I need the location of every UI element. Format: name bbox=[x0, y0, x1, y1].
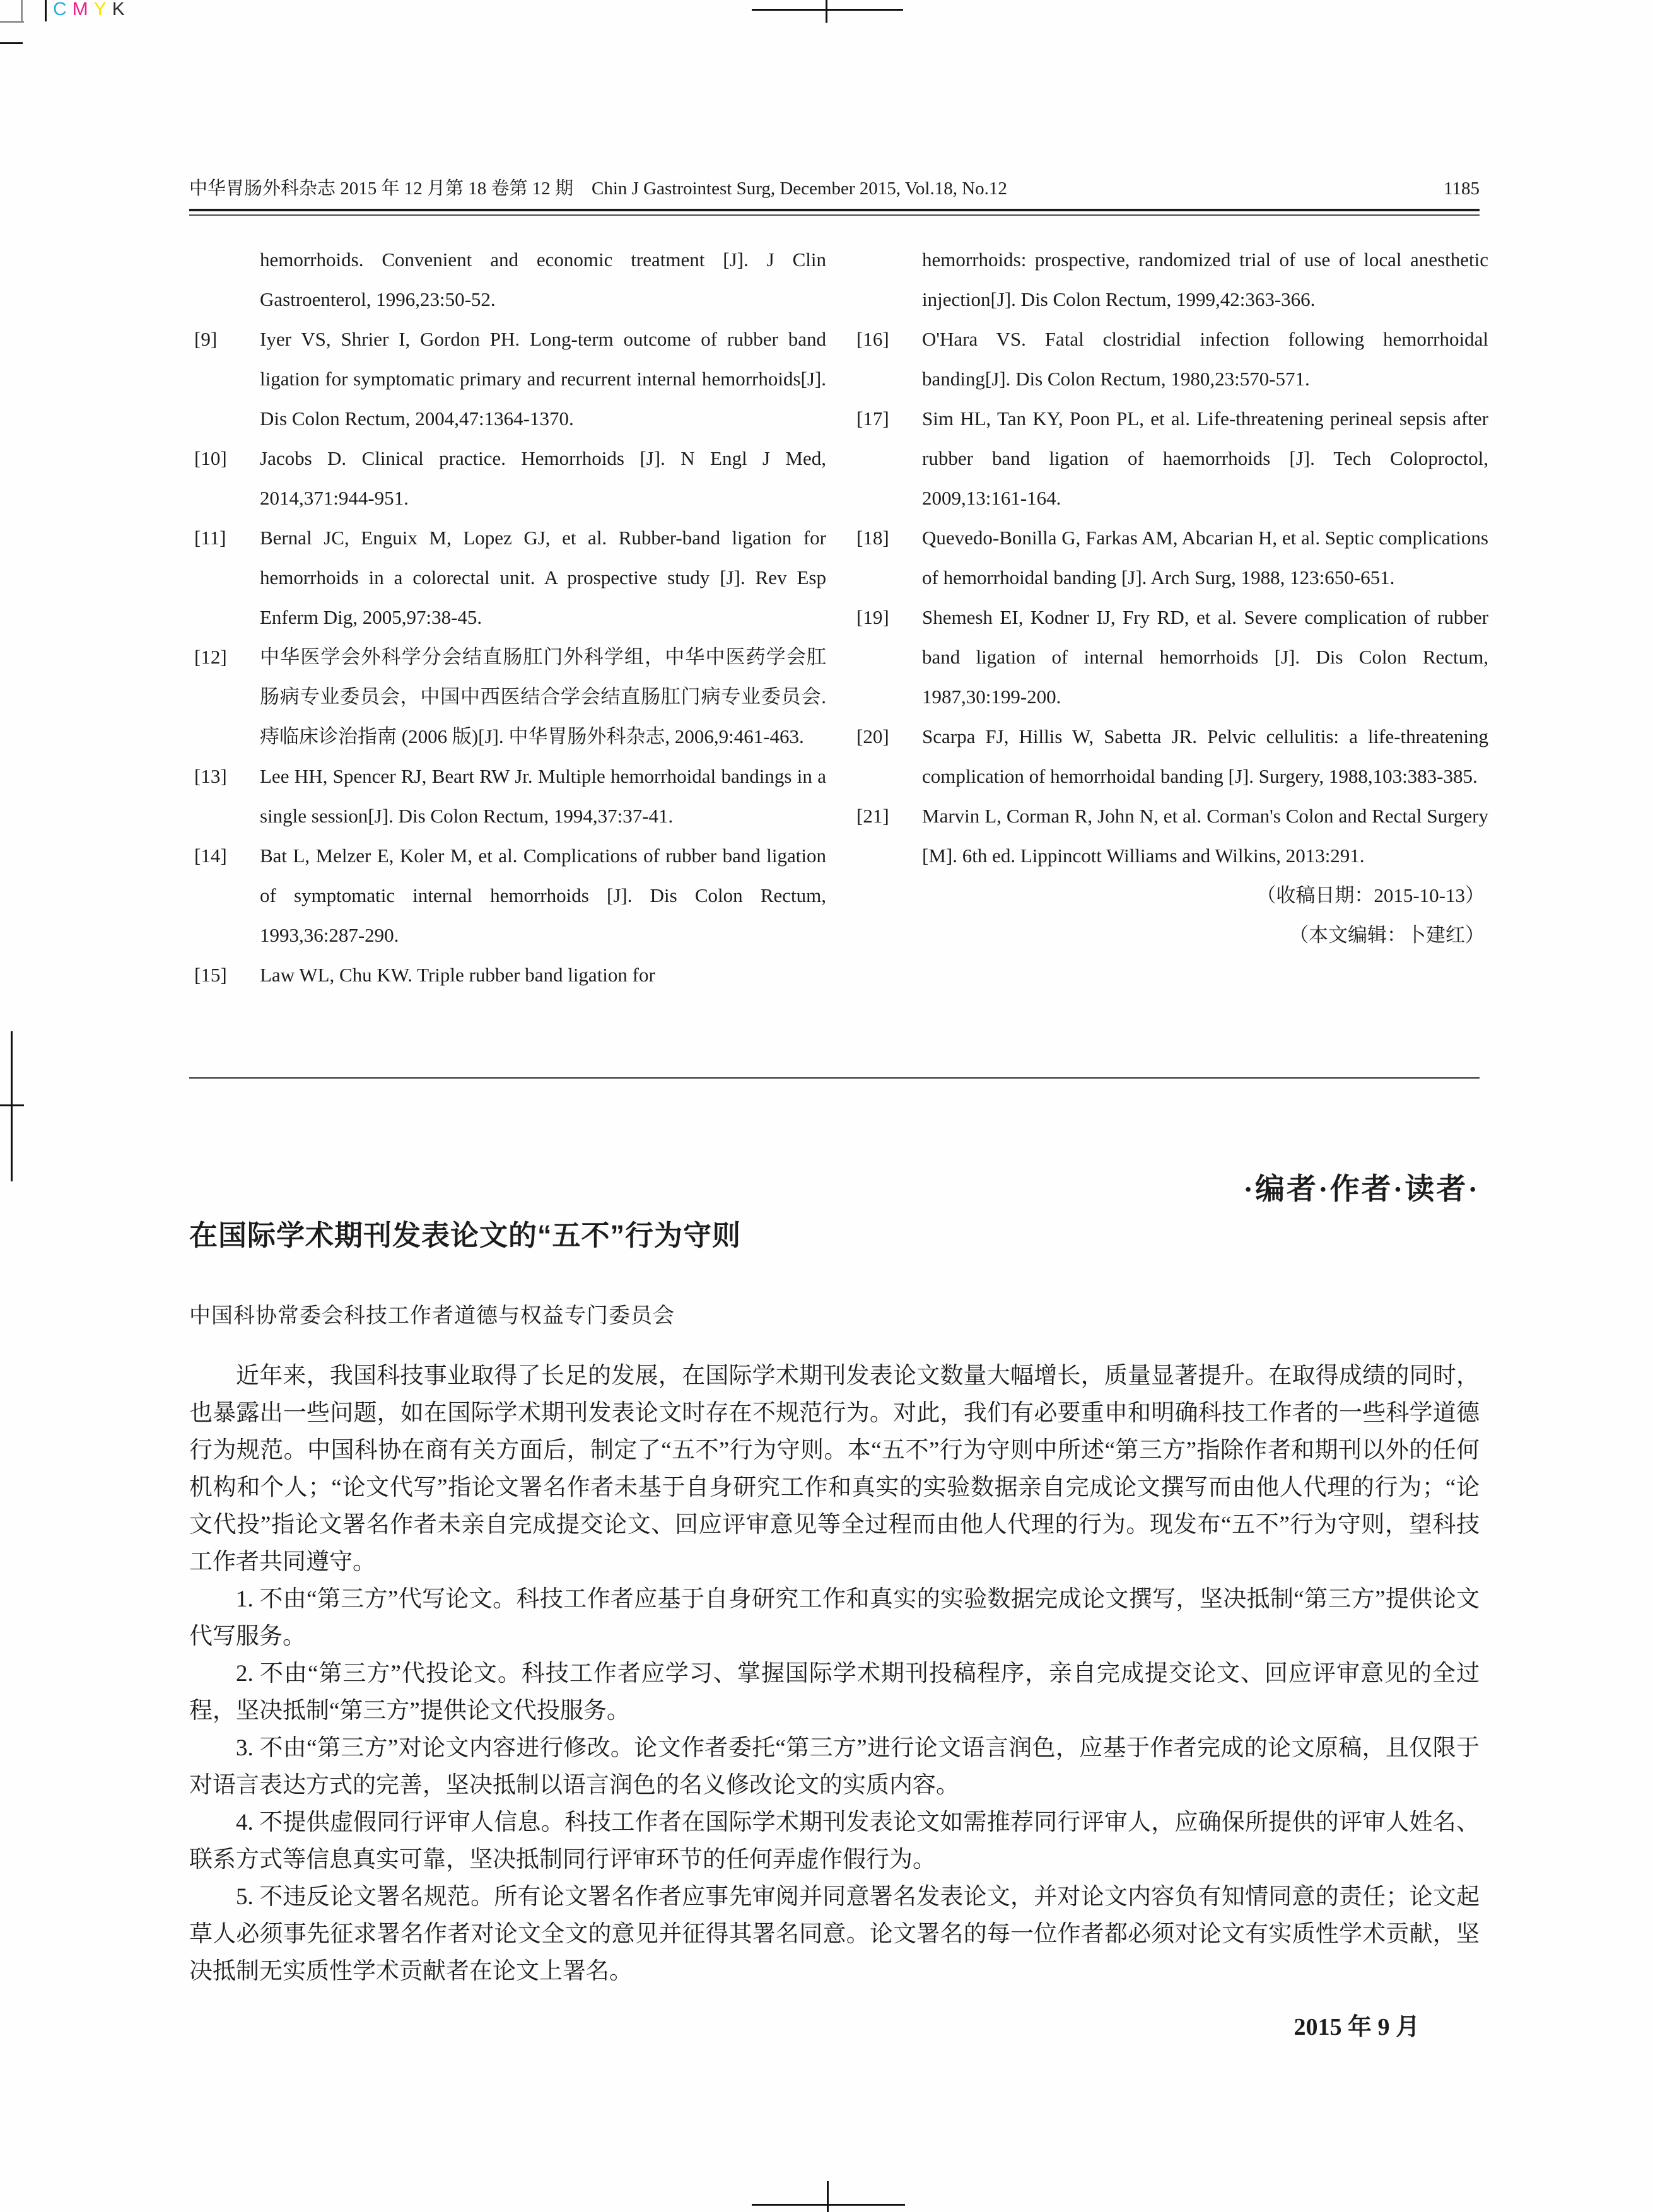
reference-number: [16] bbox=[856, 328, 889, 350]
journal-citation-line: 中华胃肠外科杂志 2015 年 12 月第 18 卷第 12 期 Chin J Gastrointest Surg, December 2015, Vol.18, No.12 bbox=[189, 178, 1007, 199]
reference-text: Scarpa FJ, Hillis W, Sabetta JR. Pelvic cellulitis: a life-threatening complication of hemorrhoidal banding [J]. Surgery, 1988,103:383-385. bbox=[922, 725, 1488, 787]
reference-item bbox=[189, 319, 826, 438]
reference-number: [21] bbox=[856, 805, 889, 827]
reference-number: [18] bbox=[856, 527, 889, 549]
reference-text: 中华医学会外科学分会结直肠肛门外科学组，中华中医药学会肛肠病专业委员会，中国中西医结合学会结直肠肛门病专业委员会. 痔临床诊治指南 (2006 版)[J]. 中华胃肠外科杂志, 2006,9:461-463. bbox=[260, 646, 826, 747]
reference-text: Iyer VS, Shrier I, Gordon PH. Long-term outcome of rubber band ligation for symptomatic primary and recurrent internal hemorrhoids[J]. Dis Colon Rectum, 2004,47:1364-1370. bbox=[260, 328, 826, 430]
reference-item bbox=[851, 518, 1488, 597]
reference-item bbox=[189, 955, 826, 995]
announcement-paragraph: 3. 不由“第三方”对论文内容进行修改。论文作者委托“第三方”进行论文语言润色，应基于作者完成的论文原稿，且仅限于对语言表达方式的完善，坚决抵制以语言润色的名义修改论文的实质内容。 bbox=[189, 1735, 1480, 1798]
header-rule bbox=[189, 209, 1480, 216]
crop-mark-topleft-horizontal bbox=[0, 42, 23, 44]
announcement-paragraph: 5. 不违反论文署名规范。所有论文署名作者应事先审阅并同意署名发表论文，并对论文内容负有知情同意的责任；论文起草人必须事先征求署名作者对论文全文的意见并征得其署名同意。论文署名的每一位作者都必须对论文有实质性学术贡献，坚决抵制无实质性学术贡献者在论文上署名。 bbox=[189, 1884, 1480, 1984]
reference-item bbox=[851, 796, 1488, 875]
reference-text: Lee HH, Spencer RJ, Beart RW Jr. Multiple hemorrhoidal bandings in a single session[J]. Dis Colon Rectum, 1994,37:37-41. bbox=[260, 765, 826, 827]
registration-cross-left-horizontal bbox=[0, 1104, 24, 1106]
announcement-author: 中国科协常委会科技工作者道德与权益专门委员会 bbox=[189, 1304, 675, 1328]
reference-number: [13] bbox=[194, 765, 227, 787]
reference-text: Bernal JC, Enguix M, Lopez GJ, et al. Rubber-band ligation for hemorrhoids in a colorectal unit. A prospective study [J]. Rev Esp Enferm Dig, 2005,97:38-45. bbox=[260, 527, 826, 628]
reference-item bbox=[189, 518, 826, 637]
announcement-paragraph: 4. 不提供虚假同行评审人信息。科技工作者在国际学术期刊发表论文如需推荐同行评审人，应确保所提供的评审人姓名、联系方式等信息真实可靠，坚决抵制同行评审环节的任何弄虚作假行为。 bbox=[189, 1810, 1480, 1873]
reference-item bbox=[851, 399, 1488, 518]
announcement-body bbox=[189, 1357, 1480, 1990]
section-divider-rule bbox=[189, 1077, 1480, 1079]
reference-item bbox=[851, 717, 1488, 796]
reference-item bbox=[851, 240, 1488, 319]
reference-number: [11] bbox=[194, 527, 226, 549]
reference-item bbox=[189, 637, 826, 756]
crop-mark-corner-vertical bbox=[21, 0, 23, 21]
reference-number: [19] bbox=[856, 606, 889, 628]
running-head bbox=[189, 174, 1480, 200]
reference-item bbox=[189, 438, 826, 518]
editor-note-line: （本文编辑：卜建红） bbox=[1289, 924, 1485, 946]
reference-text: Bat L, Melzer E, Koler M, et al. Complications of rubber band ligation of symptomatic internal hemorrhoids [J]. Dis Colon Rectum, 1993,36:287-290. bbox=[260, 845, 826, 946]
reference-item bbox=[189, 756, 826, 836]
registration-cross-bottom-vertical bbox=[827, 2181, 829, 2212]
reference-number: [14] bbox=[194, 845, 227, 867]
reference-text: Law WL, Chu KW. Triple rubber band ligation for bbox=[260, 964, 655, 986]
reference-column-left bbox=[189, 240, 826, 995]
registration-cross-top-vertical bbox=[826, 0, 827, 23]
reference-text: O'Hara VS. Fatal clostridial infection following hemorrhoidal banding[J]. Dis Colon Rectum, 1980,23:570-571. bbox=[922, 328, 1488, 390]
reference-text: hemorrhoids: prospective, randomized trial of use of local anesthetic injection[J]. Dis Colon Rectum, 1999,42:363-366. bbox=[922, 249, 1488, 310]
reference-number: [10] bbox=[194, 447, 227, 469]
registration-cross-top-horizontal bbox=[752, 9, 903, 11]
crop-mark-topleft-vertical bbox=[45, 0, 47, 21]
reference-number: [9] bbox=[194, 328, 218, 350]
section-label: ·编者·作者·读者· bbox=[1243, 1173, 1480, 1206]
reference-item bbox=[851, 597, 1488, 717]
reference-item bbox=[189, 836, 826, 955]
reference-text: Jacobs D. Clinical practice. Hemorrhoids [J]. N Engl J Med, 2014,371:944-951. bbox=[260, 447, 826, 509]
reference-text: Marvin L, Corman R, John N, et al. Corman's Colon and Rectal Surgery [M]. 6th ed. Lippincott Williams and Wilkins, 2013:291. bbox=[922, 805, 1488, 867]
reference-number: [15] bbox=[194, 964, 227, 986]
reference-text: hemorrhoids. Convenient and economic treatment [J]. J Clin Gastroenterol, 1996,23:50-52. bbox=[260, 249, 826, 310]
reference-number: [17] bbox=[856, 407, 889, 430]
received-date-line: （收稿日期：2015-10-13） bbox=[1256, 884, 1485, 906]
reference-text: Quevedo-Bonilla G, Farkas AM, Abcarian H, et al. Septic complications of hemorrhoidal banding [J]. Arch Surg, 1988, 123:650-651. bbox=[922, 527, 1488, 588]
reference-item bbox=[851, 319, 1488, 399]
announcement-date: 2015 年 9 月 bbox=[1294, 2014, 1420, 2040]
announcement-paragraph: 2. 不由“第三方”代投论文。科技工作者应学习、掌握国际学术期刊投稿程序，亲自完成提交论文、回应评审意见的全过程，坚决抵制“第三方”提供论文代投服务。 bbox=[189, 1661, 1480, 1724]
reference-list bbox=[189, 240, 1488, 995]
registration-cross-left-vertical bbox=[11, 1031, 13, 1181]
announcement-paragraph: 1. 不由“第三方”代写论文。科技工作者应基于自身研究工作和真实的实验数据完成论文撰写，坚决抵制“第三方”提供论文代写服务。 bbox=[189, 1586, 1480, 1649]
crop-mark-corner-horizontal bbox=[0, 21, 24, 23]
cmyk-color-strip bbox=[53, 0, 125, 19]
announcement-paragraph: 近年来，我国科技事业取得了长足的发展，在国际学术期刊发表论文数量大幅增长，质量显著提升。在取得成绩的同时，也暴露出一些问题，如在国际学术期刊发表论文时存在不规范行为。对此，我们有必要重申和明确科技工作者的一些科学道德行为规范。中国科协在商有关方面后，制定了“五不”行为守则。本“五不”行为守则中所述“第三方”指除作者和期刊以外的任何机构和个人；“论文代写”指论文署名作者未基于自身研究工作和真实的实验数据亲自完成论文撰写而由他人代理的行为；“论文代投”指论文署名作者未亲自完成提交论文、回应评审意见等全过程而由他人代理的行为。现发布“五不”行为守则，望科技工作者共同遵守。 bbox=[189, 1363, 1480, 1575]
cmyk-letter-k: K bbox=[112, 0, 125, 20]
cmyk-letter-c: C bbox=[53, 0, 67, 20]
page-number: 1185 bbox=[1444, 178, 1480, 199]
reference-column-right bbox=[851, 240, 1488, 995]
cmyk-letter-y: Y bbox=[93, 0, 107, 20]
reference-text: Sim HL, Tan KY, Poon PL, et al. Life-threatening perineal sepsis after rubber band ligation of haemorrhoids [J]. Tech Coloproctol, 2009,13:161-164. bbox=[922, 407, 1488, 509]
reference-item bbox=[189, 240, 826, 319]
announcement-title: 在国际学术期刊发表论文的“五不”行为守则 bbox=[189, 1219, 742, 1251]
reference-number: [12] bbox=[194, 646, 227, 668]
reference-number: [20] bbox=[856, 725, 889, 747]
reference-text: Shemesh EI, Kodner IJ, Fry RD, et al. Severe complication of rubber band ligation of internal hemorrhoids [J]. Dis Colon Rectum, 1987,30:199-200. bbox=[922, 606, 1488, 708]
cmyk-letter-m: M bbox=[72, 0, 88, 20]
